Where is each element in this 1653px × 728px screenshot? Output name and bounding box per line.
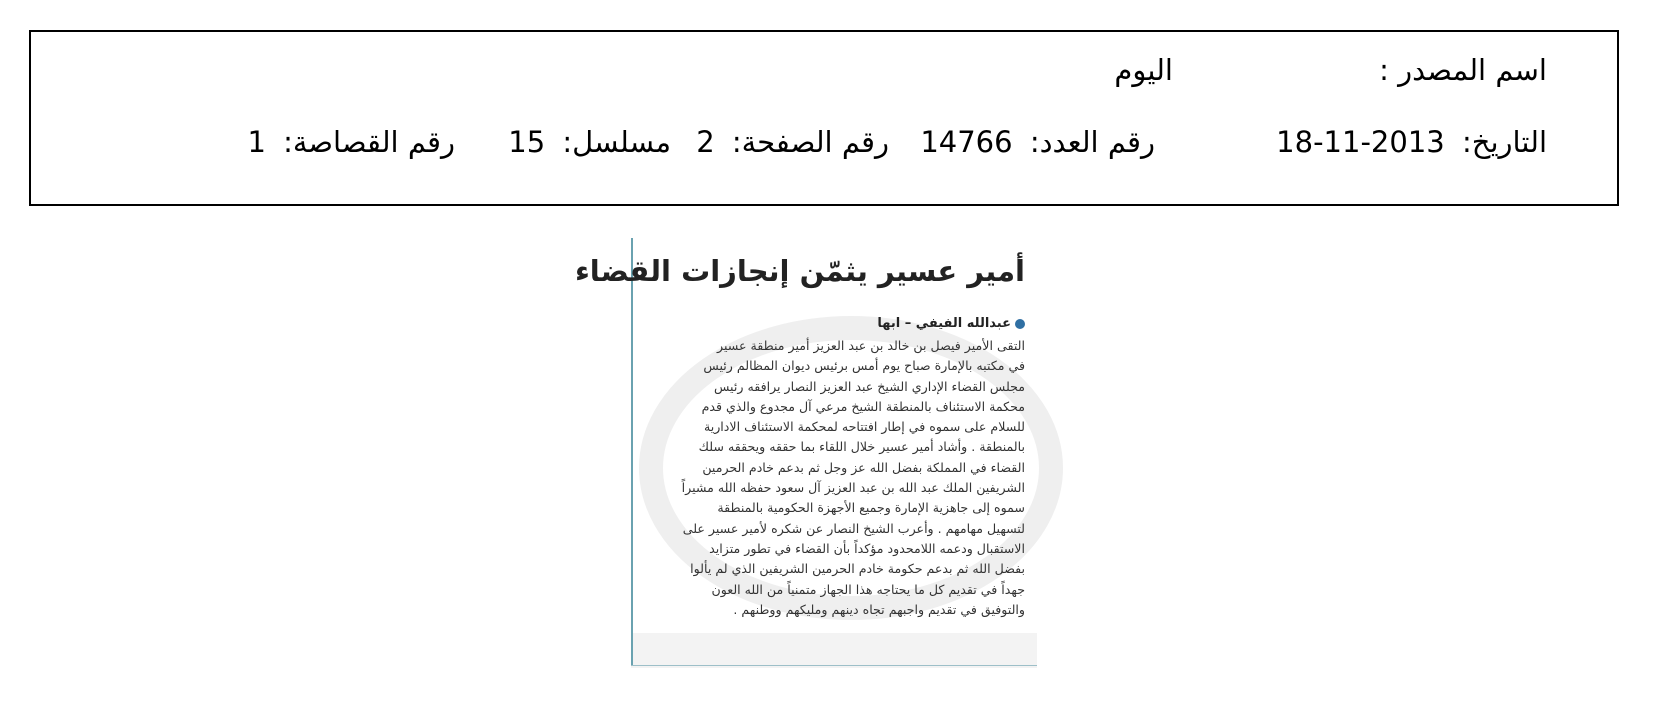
bullet-icon — [1015, 319, 1025, 329]
serial-label: مسلسل: — [562, 125, 671, 159]
article-body — [639, 336, 1025, 620]
byline-text: عبدالله الفيفي – ابها — [877, 316, 1011, 331]
article-line: والتوفيق في تقديم واجبهم تجاه دينهم ومليكهم ووطنهم . — [733, 601, 1025, 617]
page-field — [696, 125, 889, 159]
article-line: سموه إلى جاهزية الإمارة وجميع الأجهزة الحكومية بالمنطقة — [717, 500, 1025, 516]
article-line: للسلام على سموه في إطار افتتاحه لمحكمة الاستئناف الادارية — [703, 419, 1025, 435]
newspaper-clipping — [574, 238, 1037, 668]
article-line: جهداً في تقديم كل ما يحتاجه هذا الجهاز متمنياً من الله العون — [711, 581, 1025, 597]
clip-number-label: رقم القصاصة: — [283, 125, 455, 159]
issue-label: رقم العدد: — [1029, 125, 1155, 159]
article-line: محكمة الاستئناف بالمنطقة الشيخ مرعي آل مجدوع والذي قدم — [701, 398, 1025, 414]
article-line: الاستقبال ودعمه اللامحدود مؤكداً بأن القضاء في تطور متزايد — [709, 540, 1025, 556]
article-line: الشريفين الملك عبد الله بن عبد العزيز آل سعود حفظه الله مشيراً — [681, 480, 1025, 496]
clip-number-value: 1 — [247, 125, 266, 159]
article-line: بفضل الله ثم بدعم حكومة خادم الحرمين الشريفين الذي لم يألوا — [690, 561, 1025, 577]
article-byline — [877, 316, 1025, 331]
serial-field — [508, 125, 671, 159]
page-label: رقم الصفحة: — [731, 125, 889, 159]
date-value: 2013-11-18 — [1276, 125, 1445, 159]
article-line: مجلس القضاء الإداري الشيخ عبد العزيز النصار يرافقه رئيس — [714, 378, 1025, 394]
source-value: اليوم — [1114, 53, 1173, 87]
date-field — [1276, 125, 1547, 159]
article-line: بالمنطقة . وأشاد أمير عسير خلال اللقاء بما حققه ويحققه سلك — [698, 439, 1025, 455]
article-line: لتسهيل مهامهم . وأعرب الشيخ النصار عن شكره لأمير عسير على — [682, 520, 1025, 536]
page-value: 2 — [696, 125, 715, 159]
date-label: التاريخ: — [1461, 125, 1547, 159]
article-headline: أمير عسير يثمّن إنجازات القضاء — [574, 254, 1025, 288]
article-line: في مكتبه بالإمارة صباح يوم أمس برئيس ديوان المظالم رئيس — [703, 358, 1025, 374]
clip-bottom-border — [631, 665, 1037, 666]
clip-number-field — [247, 125, 455, 159]
article-line: التقى الأمير فيصل بن خالد بن عبد العزيز أمير منطقة عسير — [717, 338, 1025, 353]
clip-left-border — [631, 238, 633, 666]
source-label: اسم المصدر : — [1379, 53, 1547, 87]
issue-value: 14766 — [920, 125, 1013, 159]
serial-value: 15 — [508, 125, 546, 159]
article-line: القضاء في المملكة بفضل الله عز وجل ثم بدعم خادم الحرمين — [702, 459, 1025, 475]
issue-field — [920, 125, 1155, 159]
